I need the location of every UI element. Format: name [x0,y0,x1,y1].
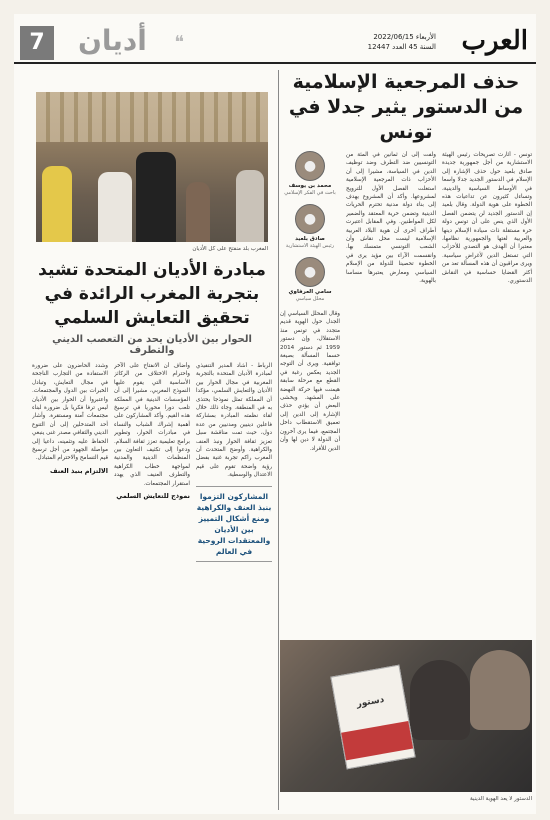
author-name: صادق بلعيد [295,236,325,242]
photo-person [42,166,72,242]
author-card [286,204,334,249]
page-number: 7 [20,26,54,60]
column-divider [278,70,279,810]
author-list [280,151,340,643]
author-photo: ● [295,204,325,234]
author-role: باحث في الفكر الإسلامي [284,190,336,196]
photo-person [186,182,210,242]
section-title: أديان [78,24,147,57]
speech-bubble-icon: ❝ [174,32,184,53]
article-headline: مبادرة الأديان المتحدة تشيد بتجربة المغرب الرائدة في تحقيق التعايش السلمي [38,260,266,328]
author-role: محلل سياسي [295,296,325,302]
author-photo: ● [295,257,325,287]
pull-quote: المشاركون التزموا بنبذ العنف والكراهية ومنع أشكال التمييز بين الأديان والمعتقدات الروحية في العالم [196,486,272,562]
photo-roof [36,92,268,142]
body-column [114,362,190,820]
author-name: محمد بن يوسف [288,183,332,189]
body-text: الرباط - أشاد المدير التنفيذي لمبادرة الأديان المتحدة بالتجربة المغربية في مجال الحوار بين الأديان والتعايش السلمي، مؤكدا أن المملكة تمثل نموذجا يحتذى به في المنطقة. وجاء ذلك خلال لقاء نظمته المبادرة بمشاركة فاعلين دينيين ومدنيين من عدة دول، حيث تمت مناقشة سبل تعزيز ثقافة الحوار ونبذ العنف والكراهية. وأوضح المتحدث أن المغرب راكم تجربة غنية بفضل رؤية واضحة تقوم على قيم الاعتدال والوسطية. [196,363,272,479]
photo-person [236,170,264,242]
author-name: سامي العرفاوي [288,289,332,295]
body-column: ولفت إلى أن ثمانين في المئة من التونسيين ضد التطرف وضد توظيف الدين في السياسة، مشيرا إلى أن الأحزاب ذات المرجعية الإسلامية استغلت الفصل الأول للترويج لمشروعها. وأكد أن المشروع يهدف إلى بناء دولة مدنية تحترم الحريات الدينية وتضمن حرية المعتقد والضمير لكل المواطنين. وفي المقابل اعتبرت أطراف أخرى أن هوية البلاد العربية الإسلامية ليست محل نقاش وأن الشعب التونسي متمسك بها. وانقسمت الآراء بين مؤيد يرى في الخطوة تحصينا للدولة من الإسلام السياسي ومعارض يعتبرها مساسا بالهوية. [346,152,436,285]
body-text: وشدد الحاضرون على ضرورة الاستفادة من التجارب الناجحة في مجال التعايش، وتبادل الخبرات بين الدول والمجتمعات. واعتبروا أن الحوار بين الأديان ليس ترفا فكريا بل ضرورة لبناء مجتمعات آمنة ومستقرة. وأشار أحد المتدخلين إلى أن التنوع الديني والثقافي مصدر غنى ينبغي الحفاظ عليه وتثمينه، داعيا إلى مواصلة الجهود من أجل ترسيخ قيم التسامح والاحترام المتبادل. [32,363,108,462]
article-headline: حذف المرجعية الإسلامية من الدستور يثير جدلا في تونس [288,71,524,143]
body-text: وأضاف أن الانفتاح على الآخر واحترام الاختلاف من الركائز الأساسية التي يقوم عليها النموذج المغربي، مشيرا إلى أن المؤسسات الدينية في المملكة تلعب دورا محوريا في ترسيخ هذه القيم. وأكد المشاركون على أهمية إشراك الشباب والنساء في مبادرات الحوار، وتطوير برامج تعليمية تعزز ثقافة السلام. ودعوا إلى تكثيف التعاون بين المنظمات الدينية والمدنية لمواجهة خطاب الكراهية والتطرف العنيف الذي يهدد استقرار المجتمعات. [114,363,190,487]
photo-constitution-reader [280,640,532,792]
body-column: تونس - أثارت تصريحات رئيس الهيئة الاستشارية من أجل جمهورية جديدة صادق بلعيد حول حذف الإشارة إلى الإسلام في الدستور الجديد جدلا واسعا في الأوساط السياسية والدينية، وتساءل كثيرون عن تداعيات هذه الخطوة على هوية الدولة. وقال بلعيد إن الدستور الجديد لن يتضمن الفصل الأول الذي ينص على أن تونس دولة حرة مستقلة ذات سيادة الإسلام دينها والعربية لغتها والجمهورية نظامها، معتبرا أن الهدف هو التصدي للأحزاب التي تستغل الدين لأغراض سياسية. ويرى مراقبون أن هذه المسألة تعد من أكثر القضايا حساسية في النقاش الدستوري. [442,152,532,285]
article-constitution [280,70,532,643]
booklet-band [341,721,413,760]
author-photo: ● [295,151,325,181]
date-block [368,32,436,52]
newspaper-logo: العرب [461,26,528,56]
subheading: نموذج للتعايش السلمي [116,492,190,501]
photo-person [98,172,132,242]
article-dek: الحوار بين الأديان يحد من التعصب الديني والتطرف [52,334,252,356]
article-body [280,151,532,643]
subheading: الالتزام بنبذ العنف [50,466,108,475]
masthead [14,24,536,64]
photo-caption: الدستور لا يعد الهوية الدينية [469,796,532,802]
body-column: وقال المحلل السياسي إن الجدل حول الهوية قديم متجدد في تونس منذ الاستقلال، وإن دستور 1959 ثم دستور 2014 حسما المسألة بصيغة توافقية. ويرى أن التوجه الجديد يعكس رغبة في القطع مع مرحلة سابقة هيمنت فيها حركة النهضة على المشهد. ويخشى البعض أن يؤدي حذف الإشارة إلى الدين إلى تعميق الاستقطاب داخل المجتمع، فيما يرى آخرون أن الدولة لا دين لها وأن الدين للأفراد. [280,311,340,452]
photo-caption: المغرب بلد منفتح على كل الأديان [192,246,268,252]
photo-person [410,660,470,740]
author-card [284,151,335,196]
booklet-title: دستور [355,694,386,710]
body-column [32,362,108,820]
newspaper-page [14,14,536,814]
photo-person [136,152,176,242]
author-card [289,257,332,302]
constitution-booklet [330,665,415,770]
body-column [196,362,272,820]
issue-line: السنة 45 العدد 12447 [367,43,436,51]
photo-person [470,650,530,730]
article-body [32,362,272,820]
photo-interfaith-meeting [36,92,268,242]
article-interfaith [32,258,272,820]
date-line: الأربعاء 2022/06/15 [373,33,436,41]
author-role: رئيس الهيئة الاستشارية [285,243,335,249]
